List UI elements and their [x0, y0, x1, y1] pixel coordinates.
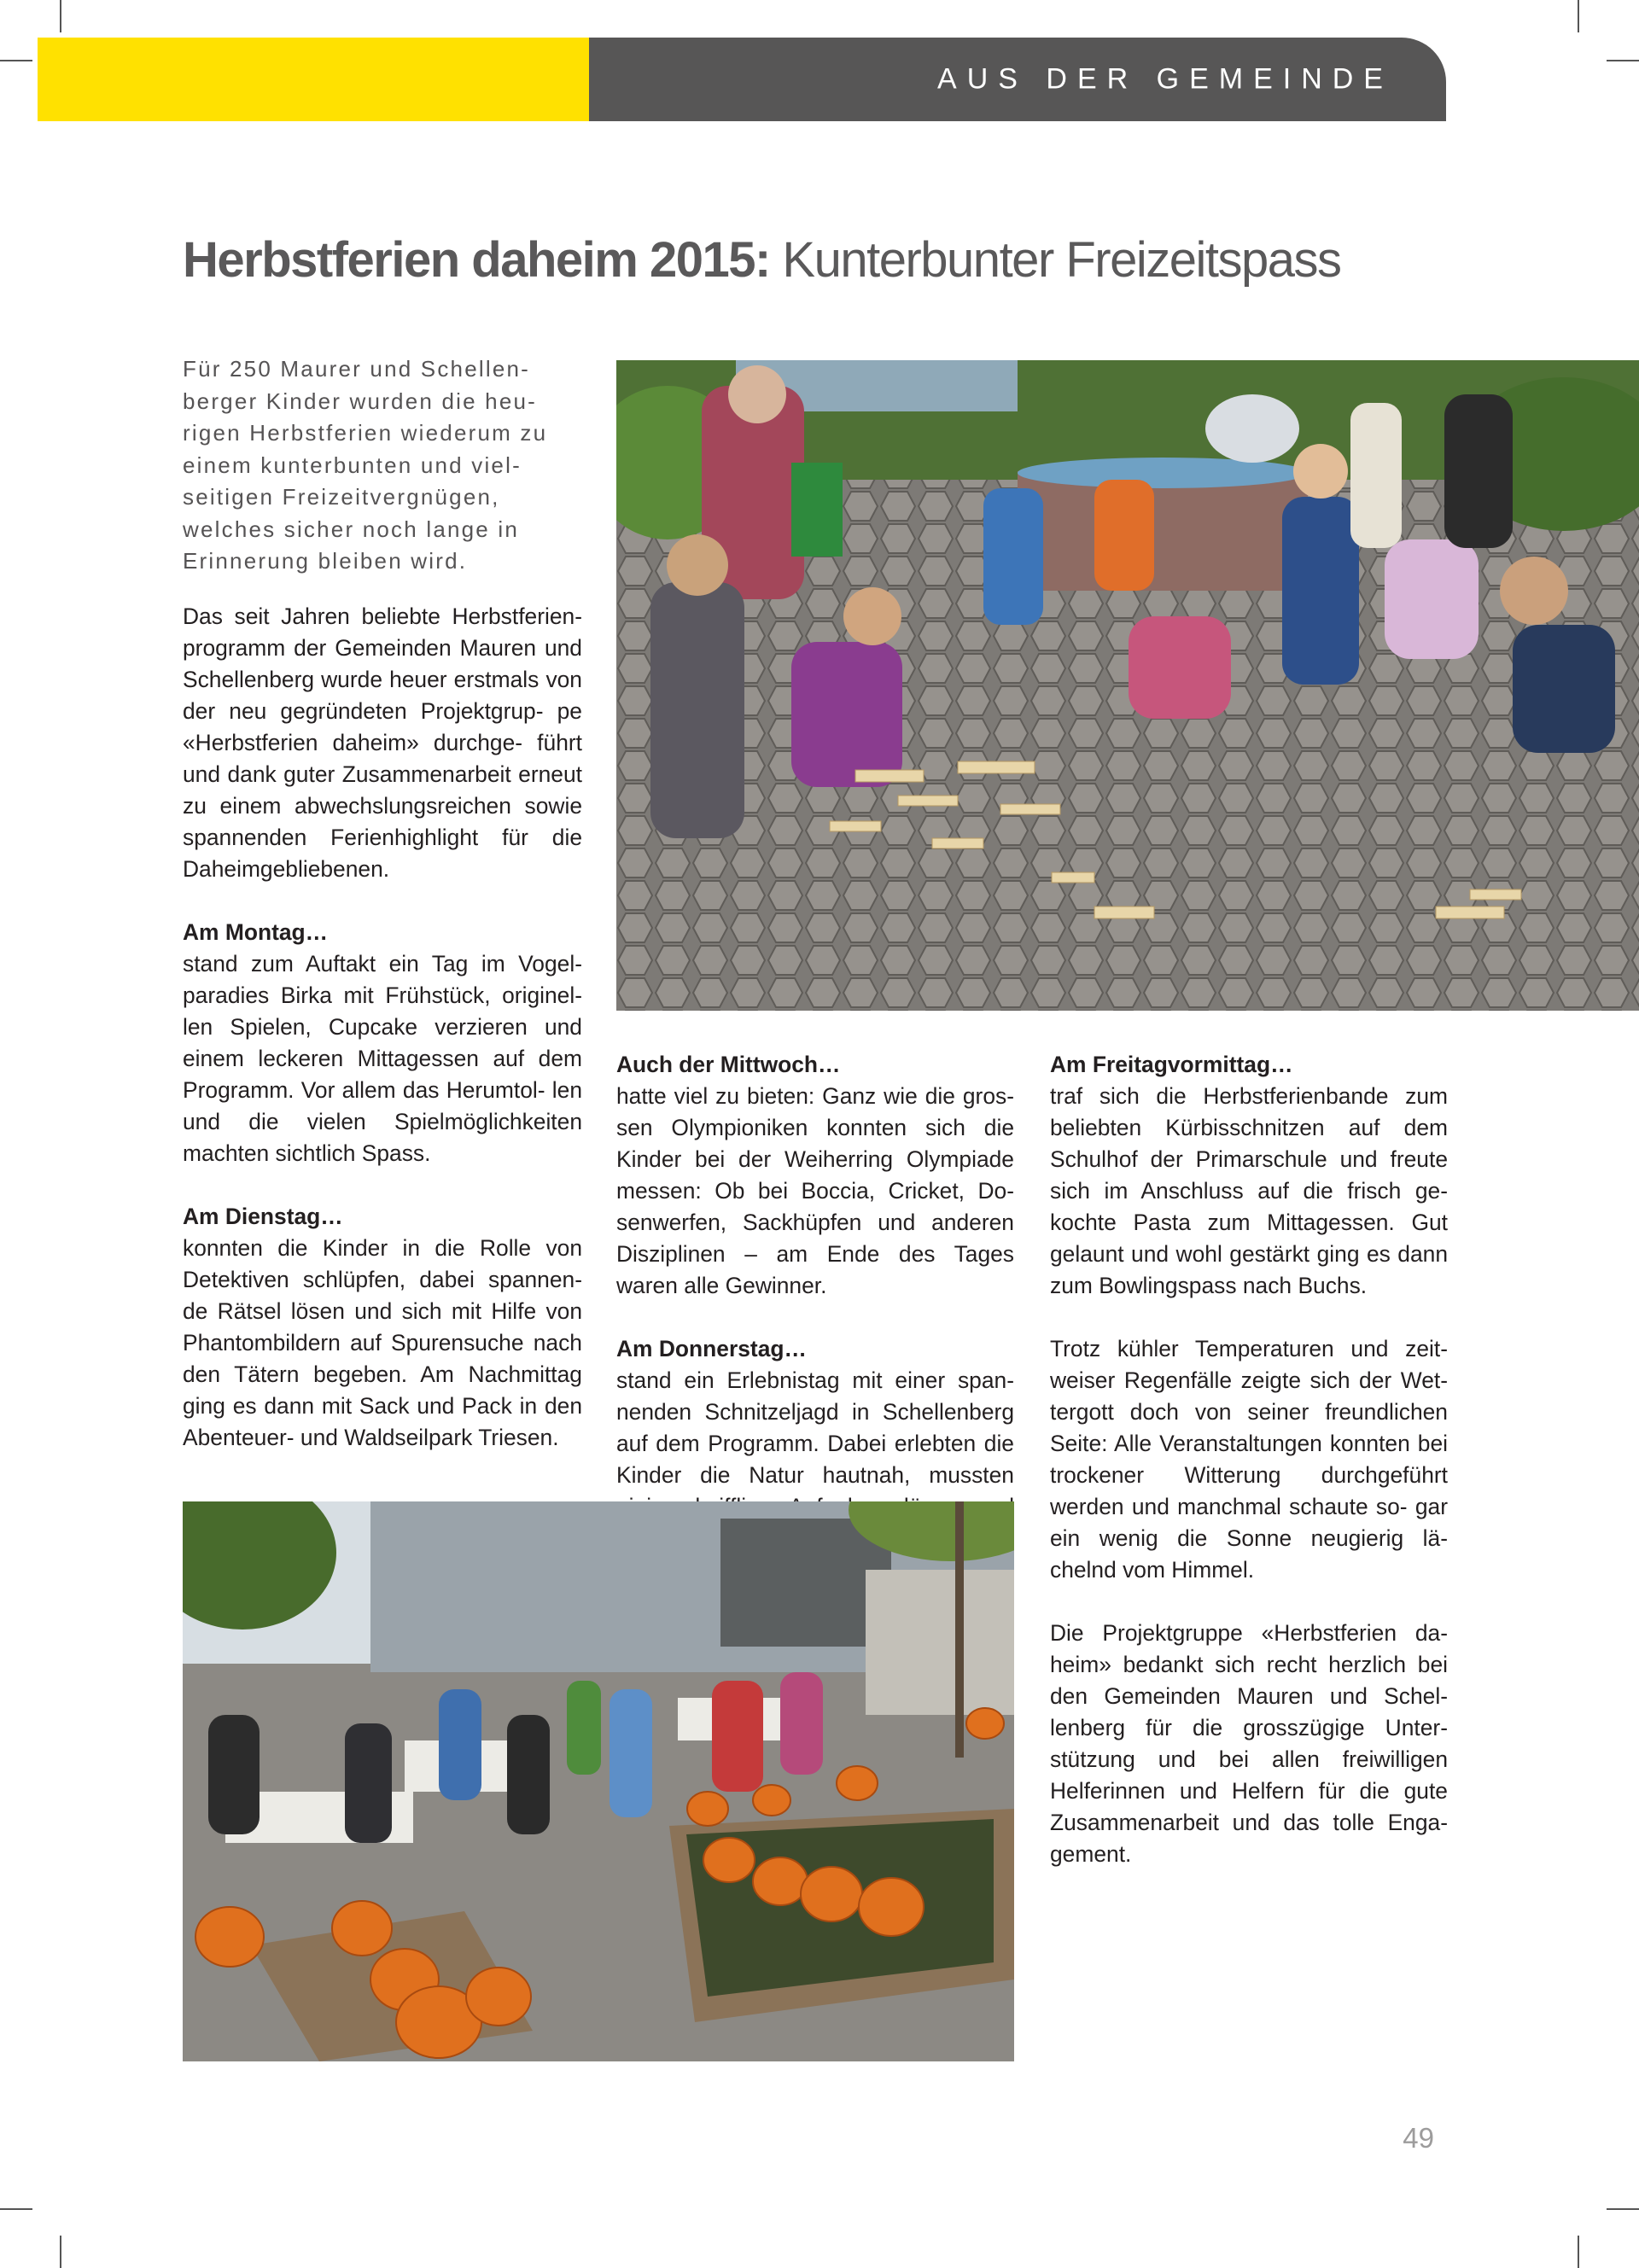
text-column-3: [1050, 1049, 1448, 1870]
tuesday-paragraph: [183, 1201, 582, 1454]
weather-paragraph: Trotz kühler Temperaturen und zeit- weiser Regenfälle zeigte sich der Wet- tergott doch von seiner freundlichen Seite: Alle Veranstaltungen konnten bei trockener Witterung durchgeführt werden und manchmal schaute so- gar ein wenig die Sonne neugierig lä- chelnd vom Himmel.: [1050, 1336, 1448, 1583]
wednesday-heading: Auch der Mittwoch…: [616, 1052, 841, 1077]
monday-text: stand zum Auftakt ein Tag im Vogel- paradies Birka mit Frühstück, originel- len Spielen, Cupcake verzieren und einem leckeren Mittagessen auf dem Programm. Vor allem das Herumtol- len und die vielen Spielmöglichkeiten machten sichtlich Spass.: [183, 951, 582, 1166]
tuesday-text: konnten die Kinder in die Rolle von Detektiven schlüpfen, dabei spannen- de Rätsel lösen und sich mit Hilfe von Phantombildern auf Spurensuche nach den Tätern begeben. Am Nachmittag ging es dann mit Sack und Pack in den Abenteuer- und Waldseilpark Triesen.: [183, 1235, 582, 1450]
photo-illustration: [616, 360, 1639, 1011]
article-title-light: Kunterbunter Freizeitspass: [769, 232, 1341, 288]
crop-mark: [1607, 2208, 1639, 2210]
crop-mark: [0, 2208, 32, 2210]
article-title-bold: Herbstferien daheim 2015:: [183, 232, 770, 288]
photo-illustration: [183, 1501, 1014, 2061]
crop-mark: [60, 0, 61, 32]
crop-mark: [1578, 0, 1579, 32]
text-column-1: [183, 601, 582, 1454]
page-number: 49: [1403, 2122, 1434, 2154]
thursday-heading: Am Donnerstag…: [616, 1336, 807, 1361]
wednesday-text: hatte viel zu bieten: Ganz wie die gros- sen Olympioniken konnten sich die Kinder bei der Weiherring Olympiade messen: Ob bei Boccia, Cricket, Do- senwerfen, Sackhüpfen und anderen Disziplinen – am Ende des Tages waren alle Gewinner.: [616, 1083, 1014, 1298]
crop-mark: [60, 2236, 61, 2268]
monday-heading: Am Montag…: [183, 919, 329, 945]
section-label: AUS DER GEMEINDE: [937, 62, 1393, 96]
tuesday-heading: Am Dienstag…: [183, 1204, 343, 1229]
section-header-bar: [589, 38, 1446, 121]
crop-mark: [1607, 60, 1639, 61]
crop-mark: [0, 60, 32, 61]
crop-mark: [1578, 2236, 1579, 2268]
photo-children-wooden-blocks: [616, 360, 1639, 1011]
header-accent-bar: [38, 38, 589, 121]
friday-paragraph: [1050, 1049, 1448, 1302]
thanks-paragraph: Die Projektgruppe «Herbstferien da- heim» bedankt sich recht herzlich bei den Gemeinden Mauren und Schel- lenberg für die grosszügige Unter- stützung und bei allen freiwilligen Helferinnen und Helfern für die gute Zusammenarbeit und das tolle Enga- gement.: [1050, 1620, 1448, 1867]
monday-paragraph: [183, 917, 582, 1169]
friday-text: traf sich die Herbstferienbande zum beliebten Kürbisschnitzen auf dem Schulhof der Primarschule und freute sich im Anschluss auf die frisch ge- kochte Pasta zum Mittagessen. Gut gelaunt und wohl gestärkt ging es dann zum Bowlingspass nach Buchs.: [1050, 1083, 1448, 1298]
wednesday-paragraph: [616, 1049, 1014, 1302]
article-title: [183, 230, 1463, 290]
friday-heading: Am Freitagvormittag…: [1050, 1052, 1293, 1077]
photo-pumpkin-carving: [183, 1501, 1014, 2061]
intro-paragraph: Das seit Jahren beliebte Herbstferien- programm der Gemeinden Mauren und Schellenberg wurde heuer erstmals von der neu gegründeten Projektgrup- pe «Herbstferien daheim» durchge- führt und dank guter Zusammenarbeit erneut zu einem abwechslungsreichen sowie spannenden Ferienhighlight für die Daheimgebliebenen.: [183, 603, 582, 882]
article-lead: Für 250 Maurer und Schellen- berger Kinder wurden die heu- rigen Herbstferien wiederum zu einem kunterbunten und viel- seitigen Freizeitvergnügen, welches sicher noch lange in Erinnerung bleiben wird.: [183, 356, 548, 574]
thursday-text: stand ein Erlebnistag mit einer span- nenden Schnitzeljagd in Schellenberg auf dem Programm. Dabei erlebten die Kinder die Natur hautnah, mussten: [616, 1367, 1014, 1488]
